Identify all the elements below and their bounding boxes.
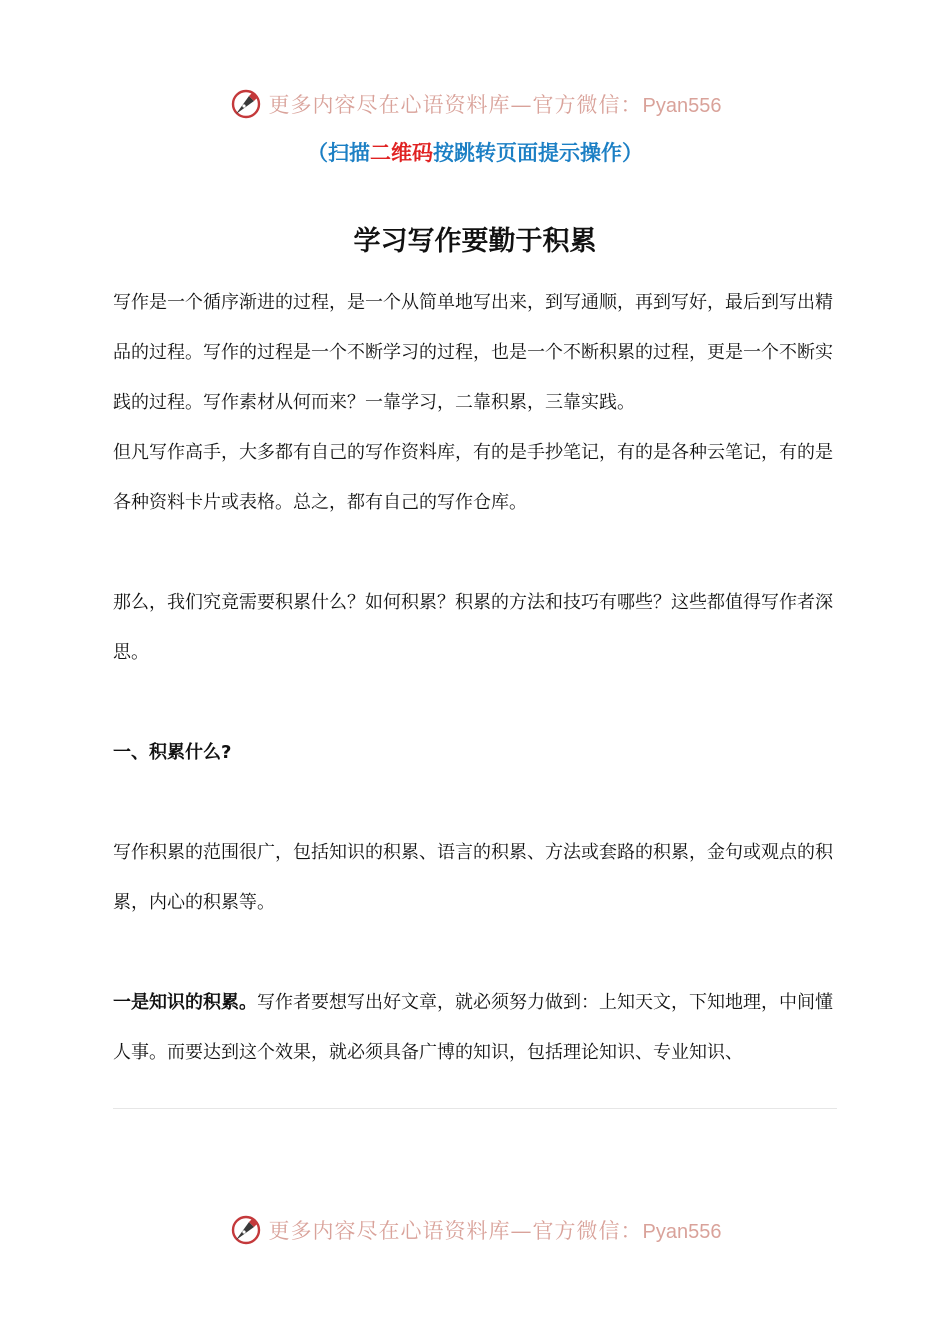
section-heading: 一、积累什么?: [113, 742, 232, 763]
spacer: [113, 528, 839, 578]
scan-hint: [0, 138, 950, 168]
document-body: [113, 278, 839, 1078]
banner-text: [269, 89, 722, 119]
scan-hint-close-paren: ）: [622, 141, 643, 165]
banner-prefix: 更多内容尽在心语资料库—官方微信：: [268, 93, 643, 117]
pen-nib-logo-icon: [229, 1213, 263, 1247]
footer-banner: [0, 1210, 950, 1250]
paragraph-lead: 一是知识的积累。: [113, 992, 257, 1013]
wechat-id: Pyan556: [642, 95, 722, 117]
banner-text: [269, 1215, 722, 1245]
banner-prefix: 更多内容尽在心语资料库—官方微信：: [268, 1219, 643, 1243]
paragraph-scope: 写作积累的范围很广，包括知识的积累、语言的积累、方法或套路的积累，金句或观点的积累，内心的积累等。: [113, 842, 833, 913]
spacer: [113, 678, 839, 728]
scan-hint-part1: 扫描: [328, 141, 370, 165]
pen-nib-logo-icon: [229, 87, 263, 121]
paragraph-question: 那么，我们究竟需要积累什么？如何积累？积累的方法和技巧有哪些？这些都值得写作者深思。: [113, 592, 833, 663]
page-divider: [113, 1108, 837, 1109]
paragraph-masters: 但凡写作高手，大多都有自己的写作资料库，有的是手抄笔记，有的是各种云笔记，有的是各种资料卡片或表格。总之，都有自己的写作仓库。: [113, 442, 833, 513]
scan-hint-open-paren: （: [307, 141, 328, 165]
paragraph-knowledge: [113, 978, 839, 1078]
document-title: 学习写作要勤于积累: [353, 226, 597, 257]
spacer: [113, 778, 839, 828]
scan-hint-part3: 按跳转页面提示操作: [433, 141, 622, 165]
scan-hint-qrcode: 二维码: [370, 141, 433, 165]
paragraph-knowledge-body: 写作者要想写出好文章，就必须努力做到：上知天文，下知地理，中间懂人事。而要达到这个效果，就必须具备广博的知识，包括理论知识、专业知识、: [113, 992, 833, 1063]
paragraph-intro: 写作是一个循序渐进的过程，是一个从简单地写出来，到写通顺，再到写好，最后到写出精品的过程。写作的过程是一个不断学习的过程，也是一个不断积累的过程，更是一个不断实践的过程。写作素材从何而来？一靠学习，二靠积累，三靠实践。: [113, 292, 833, 413]
spacer: [113, 928, 839, 978]
header-banner: [0, 84, 950, 124]
wechat-id: Pyan556: [642, 1221, 722, 1243]
